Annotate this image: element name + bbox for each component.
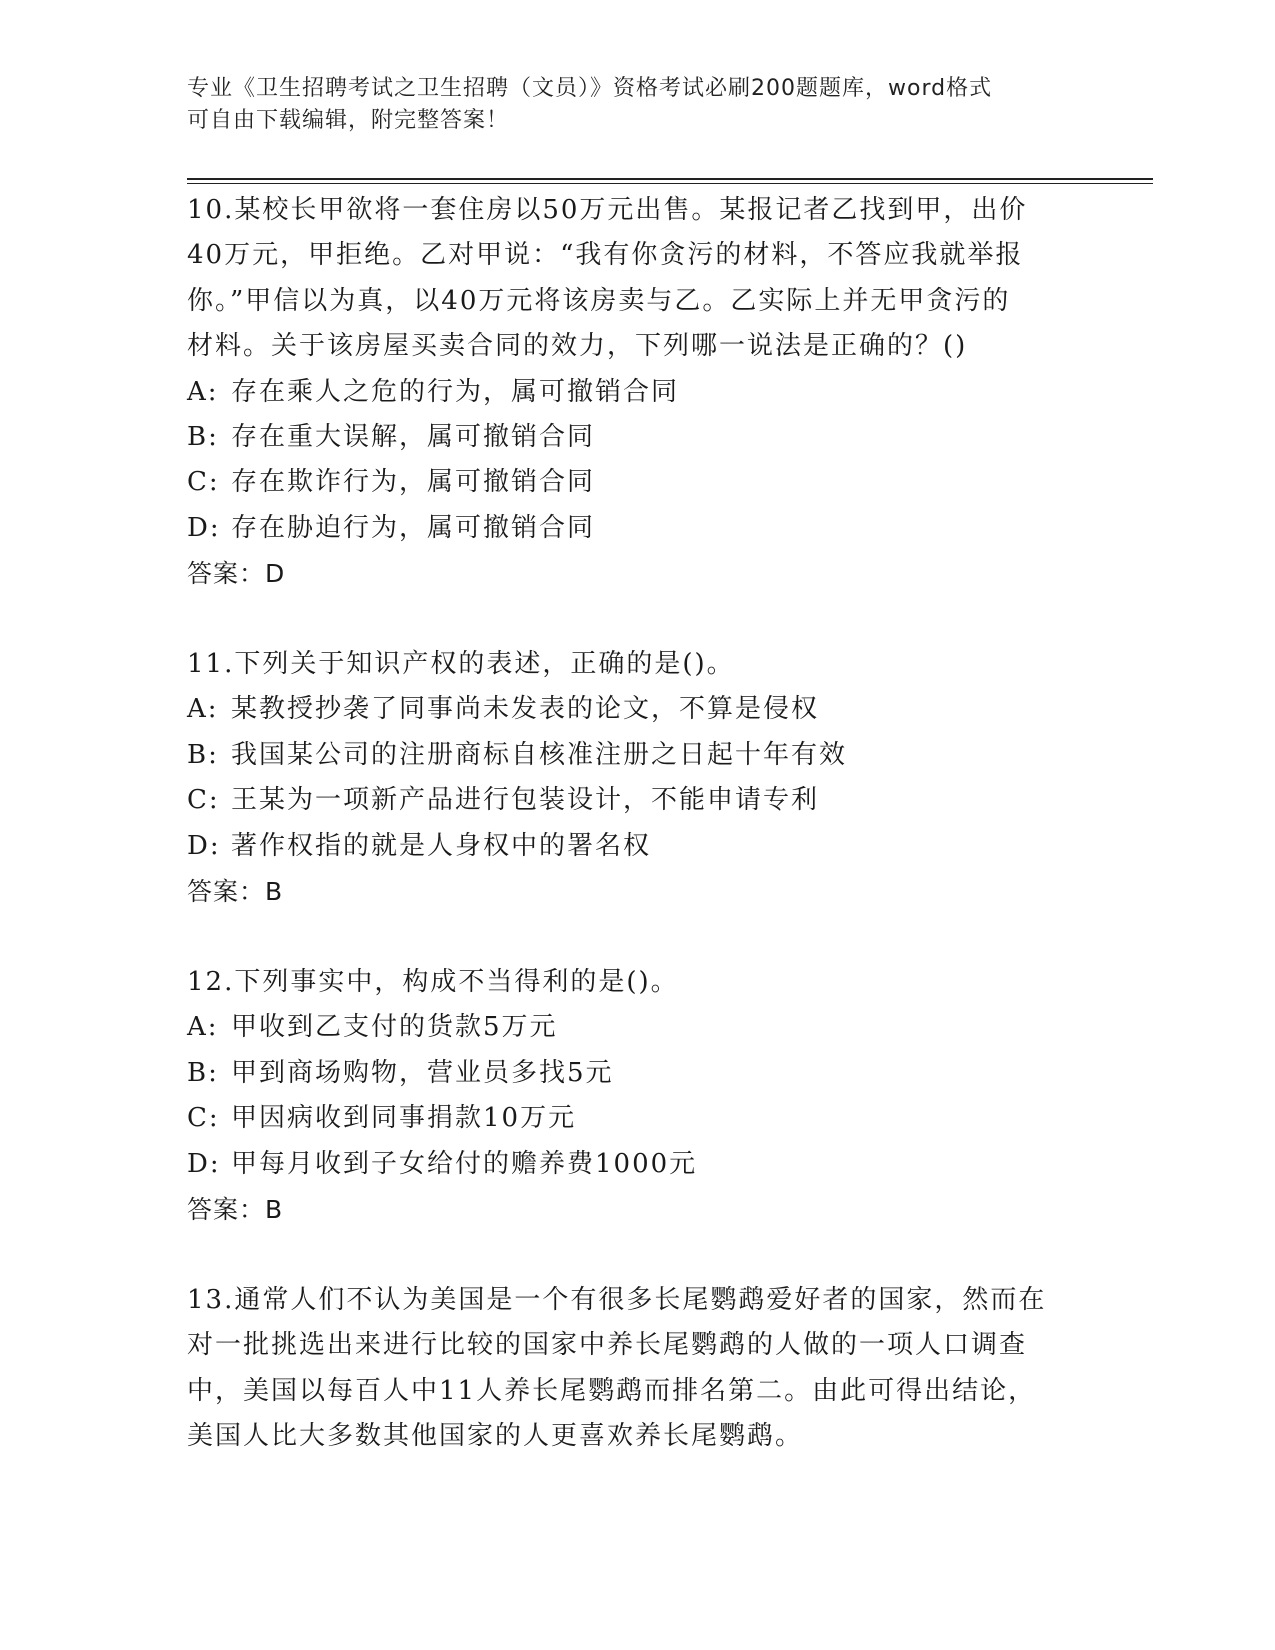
question-text-line: 中，美国以每百人中11人养长尾鹦鹉而排名第二。由此可得出结论， — [187, 1375, 1037, 1406]
option-letter: D: — [187, 830, 221, 861]
question-text-line: 对一批挑选出来进行比较的国家中养长尾鹦鹉的人做的一项人口调查 — [187, 1330, 1028, 1361]
option-b — [187, 415, 1077, 460]
question-text-line: 材料。关于该房屋买卖合同的效力，下列哪一说法是正确的？() — [187, 331, 968, 362]
option-letter: D: — [187, 1148, 221, 1179]
option-letter: B: — [187, 422, 219, 453]
option-d — [187, 1142, 1077, 1187]
option-text: 甲到商场购物，营业员多找5元 — [231, 1057, 614, 1088]
question-text-line: 12.下列事实中，构成不当得利的是()。 — [187, 966, 679, 997]
header-divider-thick — [187, 178, 1153, 180]
option-a — [187, 687, 1077, 732]
option-c — [187, 1096, 1077, 1141]
spacer — [187, 1232, 1077, 1277]
option-text: 甲因病收到同事捐款10万元 — [231, 1103, 577, 1134]
option-c — [187, 460, 1077, 505]
question-text-line: 10.某校长甲欲将一套住房以50万元出售。某报记者乙找到甲，出价 — [187, 195, 1028, 225]
option-letter: A: — [187, 694, 219, 725]
option-d — [187, 506, 1077, 551]
option-d — [187, 824, 1077, 869]
question-text-line: 13.通常人们不认为美国是一个有很多长尾鹦鹉爱好者的国家，然而在 — [187, 1284, 1047, 1315]
header-divider-thin — [187, 183, 1153, 184]
question-12 — [187, 960, 1077, 1232]
header-line-1: 专业《卫生招聘考试之卫生招聘（文员）》资格考试必刷200题题库，word格式 — [187, 76, 993, 101]
option-letter: B: — [187, 1057, 219, 1088]
option-letter: A: — [187, 376, 219, 407]
question-text-line: 11.下列关于知识产权的表述，正确的是()。 — [187, 649, 735, 680]
option-a — [187, 1005, 1077, 1050]
option-text: 存在重大误解，属可撤销合同 — [231, 422, 596, 453]
spacer — [187, 914, 1077, 959]
option-c — [187, 778, 1077, 823]
option-a — [187, 370, 1077, 415]
option-b — [187, 733, 1077, 778]
option-letter: D: — [187, 512, 221, 543]
option-text: 存在欺诈行为，属可撤销合同 — [231, 467, 596, 498]
header-line-2: 可自由下载编辑，附完整答案！ — [187, 108, 510, 133]
question-10 — [187, 188, 1077, 597]
option-b — [187, 1051, 1077, 1096]
question-text-line: 你。”甲信以为真，以40万元将该房卖与乙。乙实际上并无甲贪污的 — [187, 285, 1011, 316]
question-13 — [187, 1278, 1077, 1460]
option-letter: B: — [187, 739, 219, 770]
option-letter: C: — [187, 1103, 220, 1134]
answer-line: 答案：D — [187, 559, 286, 589]
option-text: 存在胁迫行为，属可撤销合同 — [231, 512, 596, 543]
answer-line: 答案：B — [187, 877, 284, 907]
option-text: 某教授抄袭了同事尚未发表的论文，不算是侵权 — [231, 694, 820, 725]
option-letter: C: — [187, 785, 220, 816]
question-11 — [187, 642, 1077, 914]
option-text: 存在乘人之危的行为，属可撤销合同 — [231, 376, 680, 407]
option-text: 著作权指的就是人身权中的署名权 — [231, 830, 652, 861]
option-text: 王某为一项新产品进行包装设计，不能申请专利 — [231, 785, 820, 816]
question-text-line: 美国人比大多数其他国家的人更喜欢养长尾鹦鹉。 — [187, 1420, 804, 1451]
spacer — [187, 597, 1077, 642]
option-letter: C: — [187, 467, 220, 498]
option-text: 甲每月收到子女给付的赡养费1000元 — [231, 1148, 698, 1179]
option-text: 我国某公司的注册商标自核准注册之日起十年有效 — [231, 739, 848, 770]
page-header — [187, 73, 1067, 137]
option-letter: A: — [187, 1012, 219, 1043]
question-text-line: 40万元，甲拒绝。乙对甲说：“我有你贪污的材料，不答应我就举报 — [187, 240, 1024, 271]
question-list — [187, 188, 1077, 1459]
option-text: 甲收到乙支付的货款5万元 — [231, 1012, 558, 1043]
answer-line: 答案：B — [187, 1194, 284, 1224]
